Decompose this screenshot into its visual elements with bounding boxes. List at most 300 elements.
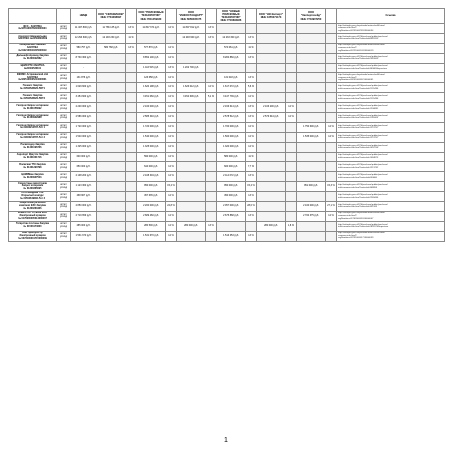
supplier-6-percent bbox=[326, 53, 337, 63]
supplier-3-price bbox=[177, 211, 206, 221]
supplier-1-price bbox=[97, 63, 126, 73]
table-row bbox=[9, 33, 445, 43]
supplier-6-price bbox=[297, 152, 326, 162]
supplier-6-price bbox=[297, 63, 326, 73]
nmck-cell: 2 719 659 руб. bbox=[71, 211, 97, 221]
supplier-3-percent bbox=[206, 113, 217, 123]
supplier-3-price bbox=[177, 122, 206, 132]
supplier-1-percent bbox=[126, 152, 137, 162]
nmck-cell: 11 467 800 руб. bbox=[71, 24, 97, 34]
supplier-2-price: 2 585 340 руб. bbox=[137, 113, 166, 123]
supplier-6-price: 951 000 руб. bbox=[297, 182, 326, 192]
column-header bbox=[246, 9, 257, 24]
link-cell[interactable]: http://zakupki.gov.ru/223/purchase/public/purchase/ info/common-info.html?noticeId=2131496 bbox=[337, 93, 445, 103]
buyer-name-cell: НИИ Приборостр. Электронный аукцион № 0373100001715000039 bbox=[9, 231, 57, 241]
supplier-3-price bbox=[177, 132, 206, 142]
table-body bbox=[9, 24, 445, 242]
supplier-2-price: 950 000 руб. bbox=[137, 182, 166, 192]
supplier-2-price: 644 000 руб. bbox=[137, 162, 166, 172]
supplier-5-percent bbox=[286, 231, 297, 241]
supplier-1-price bbox=[97, 93, 126, 103]
supplier-4-price: 1 516 353 руб. bbox=[217, 231, 246, 241]
supplier-6-price: 2 100 000 руб. bbox=[297, 202, 326, 212]
supplier-4-percent bbox=[246, 221, 257, 231]
column-header: ООО "ИНФОСТАНДАРТ" ИНН 6658435475 bbox=[177, 9, 206, 24]
nmck-cell: 285 000 руб. bbox=[71, 221, 97, 231]
supplier-1-percent bbox=[126, 162, 137, 172]
supplier-6-percent: 12 % bbox=[326, 132, 337, 142]
supplier-2-percent: 12 % bbox=[166, 103, 177, 113]
link-cell[interactable]: http://zakupki.gov.ru/223/purchase/public/purchase/ info/common-info.html?noticeId=360665&epz=true bbox=[337, 63, 445, 73]
supplier-1-percent bbox=[126, 53, 137, 63]
price-comparison-table bbox=[8, 8, 445, 242]
supplier-5-price bbox=[257, 132, 286, 142]
supplier-5-percent bbox=[286, 93, 297, 103]
table-row bbox=[9, 182, 445, 192]
table-row bbox=[9, 43, 445, 53]
supplier-5-price bbox=[257, 142, 286, 152]
nmck-cell: 3 454 660 руб. bbox=[71, 93, 97, 103]
supplier-3-percent bbox=[206, 53, 217, 63]
supplier-6-price bbox=[297, 192, 326, 202]
supplier-3-price bbox=[177, 231, 206, 241]
supplier-5-price bbox=[257, 93, 286, 103]
link-cell[interactable]: http://zakupki.gov.ru/223/purchase/public/purchase/ info/common-info.html?noticeId=1584873 bbox=[337, 152, 445, 162]
supplier-4-price: 1 700 000 руб. bbox=[217, 122, 246, 132]
supplier-5-percent bbox=[286, 24, 297, 34]
supplier-6-percent bbox=[326, 24, 337, 34]
link-cell[interactable]: http://zakupki.gov.ru/223/purchase/public/purchase/ info/common-info.html?noticeId=1274757 bbox=[337, 122, 445, 132]
supplier-5-price bbox=[257, 63, 286, 73]
supplier-2-percent: 12 % bbox=[166, 211, 177, 221]
supplier-6-percent bbox=[326, 162, 337, 172]
nmck-cell: 2 200 000 руб. bbox=[71, 103, 97, 113]
supplier-1-percent bbox=[126, 113, 137, 123]
supplier-2-price: 126 658 руб. bbox=[137, 73, 166, 83]
supplier-6-price: 1 750 600 руб. bbox=[297, 122, 326, 132]
supplier-4-percent: 13 % bbox=[246, 103, 257, 113]
supplier-4-price bbox=[217, 63, 246, 73]
supplier-3-percent bbox=[206, 202, 217, 212]
supplier-2-price: 1 531 670 руб. bbox=[137, 231, 166, 241]
supplier-4-percent: 11 % bbox=[246, 43, 257, 53]
supplier-6-price: 1 535 000 руб. bbox=[297, 132, 326, 142]
nmck-cell: 468 967 руб. bbox=[71, 192, 97, 202]
supplier-5-price: 2 576 644 руб. bbox=[257, 113, 286, 123]
supplier-3-percent: 12 % bbox=[206, 83, 217, 93]
procurement-comparison-document bbox=[8, 8, 444, 242]
nmck-cell: 2 850 000 руб. bbox=[71, 202, 97, 212]
supplier-2-price: 1 720 000 руб. bbox=[137, 122, 166, 132]
table-row bbox=[9, 162, 445, 172]
supplier-4-percent: 13 % bbox=[246, 231, 257, 241]
supplier-1-percent bbox=[126, 93, 137, 103]
supplier-4-price: 2 114 672 руб. bbox=[217, 172, 246, 182]
nmck-cell: 1 325 000 руб. bbox=[71, 142, 97, 152]
nmck-cell: 650 000 руб. bbox=[71, 162, 97, 172]
unit-cell: шт/м / усл/ед bbox=[57, 202, 71, 212]
unit-cell: шт/м / усл/ед bbox=[57, 93, 71, 103]
supplier-4-price: 1 617 072 руб. bbox=[217, 83, 246, 93]
column-header: ООО "ПОИСКОВЫЕ ТЕХНОЛОГИИ" ИНН 7841459030 bbox=[137, 9, 166, 24]
unit-cell: шт/м / усл/ед bbox=[57, 103, 71, 113]
supplier-5-price bbox=[257, 83, 286, 93]
supplier-1-percent bbox=[126, 63, 137, 73]
unit-cell: шт/м / усл/ед bbox=[57, 53, 71, 63]
buyer-name-cell: Аэропорт Иркутск Закупка № 31401601716 bbox=[9, 152, 57, 162]
supplier-3-percent bbox=[206, 192, 217, 202]
buyer-name-cell: Юго-западная ТЭК Открытый конкурс № 31502649082 Лот 3 bbox=[9, 192, 57, 202]
unit-cell: шт/м / усл/ед bbox=[57, 113, 71, 123]
supplier-5-percent bbox=[286, 83, 297, 93]
supplier-1-percent bbox=[126, 73, 137, 83]
buyer-name-cell: Скоростные магистрали Запрос котировок № 31300365095 bbox=[9, 182, 57, 192]
supplier-3-price bbox=[177, 152, 206, 162]
buyer-name-cell: ФСС - ЗАКУПКА №0373100078313000034 bbox=[9, 24, 57, 34]
supplier-3-price: 11 807 812 руб. bbox=[177, 24, 206, 34]
supplier-3-price bbox=[177, 113, 206, 123]
link-cell[interactable]: http://zakupki.gov.ru/223/purchase/public/purchase/ info/common-info.html?noticeId=2131496 bbox=[337, 83, 445, 93]
link-cell[interactable]: http://zakupki.gov.ru/223/purchase/public/purchase/ info/common-info.html?noticeId=1007256 bbox=[337, 142, 445, 152]
supplier-3-percent bbox=[206, 73, 217, 83]
buyer-name-cell: Комитет ИТ и связи ЕАО Электронный аукцион № 0176200005314000007 bbox=[9, 211, 57, 221]
supplier-1-price bbox=[97, 73, 126, 83]
supplier-6-price bbox=[297, 93, 326, 103]
link-cell[interactable]: http://zakupki.gov.ru/223/purchase/public/purchase/ info/common-info.html?noticeId=8981205 bbox=[337, 33, 445, 43]
supplier-1-price bbox=[97, 113, 126, 123]
supplier-2-percent: 13 % bbox=[166, 63, 177, 73]
supplier-5-price bbox=[257, 53, 286, 63]
supplier-6-percent: 12 % bbox=[326, 122, 337, 132]
supplier-2-percent: 12 % bbox=[166, 53, 177, 63]
supplier-4-price: 950 000 руб. bbox=[217, 182, 246, 192]
table-row bbox=[9, 93, 445, 103]
supplier-1-price bbox=[97, 152, 126, 162]
supplier-5-price bbox=[257, 231, 286, 241]
supplier-4-percent: 13 % bbox=[246, 53, 257, 63]
supplier-1-price bbox=[97, 202, 126, 212]
supplier-3-percent: 13 % bbox=[206, 33, 217, 43]
supplier-5-price bbox=[257, 202, 286, 212]
supplier-3-price bbox=[177, 172, 206, 182]
supplier-1-percent bbox=[126, 211, 137, 221]
supplier-6-price bbox=[297, 73, 326, 83]
table-row bbox=[9, 83, 445, 93]
table-row bbox=[9, 221, 445, 231]
nmck-cell: - bbox=[71, 63, 97, 73]
link-cell[interactable]: http://zakupki.gov.ru/epz/order/notice/ea44/view/ common-info.html? regNumber=0373100001715000039 bbox=[337, 231, 445, 241]
supplier-6-price bbox=[297, 24, 326, 34]
supplier-3-price: 1 202 700 руб. bbox=[177, 63, 206, 73]
supplier-6-percent bbox=[326, 192, 337, 202]
supplier-2-price: 1 116 515 руб. bbox=[137, 63, 166, 73]
link-cell[interactable]: http://zakupki.gov.ru/223/purchase/public/purchase/ info/common-info.html?noticeId=1274757 bbox=[337, 132, 445, 142]
supplier-2-price: 2 108 304 руб. bbox=[137, 172, 166, 182]
supplier-3-percent bbox=[206, 211, 217, 221]
supplier-5-price bbox=[257, 73, 286, 83]
supplier-3-price: 280 000 руб. bbox=[177, 221, 206, 231]
buyer-name-cell: Аэропорт Шереметьево ЗАКУПКА №31502801609 bbox=[9, 33, 57, 43]
supplier-4-percent: 13 % bbox=[246, 172, 257, 182]
supplier-3-price: 3 454 606 руб. bbox=[177, 93, 206, 103]
column-header bbox=[9, 9, 57, 24]
link-cell[interactable]: http://zakupki.gov.ru/epz/order/notice/ea44/view/ common-info.html? regNumber=0325100005214000061 bbox=[337, 73, 445, 83]
supplier-2-percent: 12 % bbox=[166, 132, 177, 142]
supplier-3-price bbox=[177, 192, 206, 202]
supplier-3-percent bbox=[206, 142, 217, 152]
table-row bbox=[9, 211, 445, 221]
supplier-2-percent: 22,8 % bbox=[166, 202, 177, 212]
supplier-6-percent: 15,3 % bbox=[326, 182, 337, 192]
supplier-4-percent: 13 % bbox=[246, 211, 257, 221]
link-cell[interactable]: http://zakupki.gov.ru/223/purchase/public/purchase/ info/common-info.html?noticeId=368859 bbox=[337, 182, 445, 192]
buyer-name-cell: Дальнефтепровод Закупка № 31300022682 bbox=[9, 53, 57, 63]
supplier-4-percent: 12 % bbox=[246, 142, 257, 152]
supplier-3-price bbox=[177, 202, 206, 212]
table-row bbox=[9, 152, 445, 162]
link-cell[interactable]: http://zakupki.gov.ru/223/purchase/public/purchase/ info/common-info.html?noticeId=650660 bbox=[337, 172, 445, 182]
buyer-name-cell: ЦНИИМаш Закупка № 31300907523 bbox=[9, 172, 57, 182]
supplier-4-percent: 13 % bbox=[246, 113, 257, 123]
supplier-6-price bbox=[297, 221, 326, 231]
supplier-5-percent bbox=[286, 202, 297, 212]
supplier-6-price bbox=[297, 43, 326, 53]
buyer-name-cell: Энергоэлектрический комплекс ЕЭС Закупка № 31300263436 bbox=[9, 202, 57, 212]
unit-cell: шт/м / усл/ед bbox=[57, 132, 71, 142]
link-cell[interactable]: http://zakupki.gov.ru/223/purchase/public/purchase/ info/common-info.html?noticeId=2269446 bbox=[337, 192, 445, 202]
supplier-3-percent bbox=[206, 43, 217, 53]
supplier-3-percent bbox=[206, 231, 217, 241]
table-row bbox=[9, 63, 445, 73]
supplier-2-percent: 12 % bbox=[166, 231, 177, 241]
supplier-5-price bbox=[257, 122, 286, 132]
supplier-4-percent: 12 % bbox=[246, 132, 257, 142]
supplier-4-percent: 7,7 % bbox=[246, 162, 257, 172]
supplier-6-price: 2 700 375 руб. bbox=[297, 211, 326, 221]
column-header: ООО "Экспертизейд" ИНН 7743907250 bbox=[297, 9, 326, 24]
supplier-4-price: 600 000 руб. bbox=[217, 162, 246, 172]
supplier-1-percent: 13 % bbox=[126, 24, 137, 34]
nmck-cell: 131 876 руб. bbox=[71, 73, 97, 83]
supplier-2-percent: 12 % bbox=[166, 43, 177, 53]
supplier-3-price bbox=[177, 103, 206, 113]
supplier-2-price: 280 500 руб. bbox=[137, 221, 166, 231]
column-header: НМЦК bbox=[71, 9, 97, 24]
supplier-5-percent bbox=[286, 142, 297, 152]
buyer-name-cell: ФКОМС Астраханской обл ЗАКУПКА №0325100005214000061 bbox=[9, 73, 57, 83]
nmck-cell: 1 629 660 руб. bbox=[71, 83, 97, 93]
supplier-6-price bbox=[297, 142, 326, 152]
table-header-row bbox=[9, 9, 445, 24]
nmck-cell: 1 720 000 руб. bbox=[71, 122, 97, 132]
supplier-5-price bbox=[257, 162, 286, 172]
supplier-5-percent bbox=[286, 182, 297, 192]
supplier-1-price bbox=[97, 142, 126, 152]
buyer-name-cell: Хабаровская таможня ЗАКУПКА №0122100010315000019 bbox=[9, 43, 57, 53]
unit-cell: шт/м / усл/ед bbox=[57, 221, 71, 231]
supplier-2-price: 1 325 000 руб. bbox=[137, 142, 166, 152]
buyer-name-cell: Газпром Запрос котировок № 31400902988 bbox=[9, 113, 57, 123]
supplier-4-percent: 11 % bbox=[246, 152, 257, 162]
supplier-4-price bbox=[217, 221, 246, 231]
nmck-cell: 1 540 000 руб. bbox=[71, 132, 97, 142]
buyer-name-cell: Газпром Запрос котировок № 31300212787 Лот 2 bbox=[9, 132, 57, 142]
supplier-2-percent: 12 % bbox=[166, 122, 177, 132]
supplier-1-price bbox=[97, 231, 126, 241]
supplier-3-price: 12 293 600 руб. bbox=[177, 33, 206, 43]
supplier-1-price bbox=[97, 53, 126, 63]
supplier-6-price bbox=[297, 162, 326, 172]
column-header: Ссылка bbox=[337, 9, 445, 24]
supplier-1-percent bbox=[126, 202, 137, 212]
supplier-2-percent: 12 % bbox=[166, 172, 177, 182]
supplier-3-price bbox=[177, 182, 206, 192]
unit-cell: шт/м / усл/ед bbox=[57, 182, 71, 192]
supplier-6-price bbox=[297, 103, 326, 113]
supplier-5-percent: 12 % bbox=[286, 103, 297, 113]
supplier-3-price: 1 626 012 руб. bbox=[177, 83, 206, 93]
supplier-5-percent: 1,8 % bbox=[286, 221, 297, 231]
supplier-1-price: 12 193 230 руб. bbox=[97, 33, 126, 43]
supplier-4-percent: 28,0 % bbox=[246, 202, 257, 212]
unit-cell: шт/м / усл/ед bbox=[57, 24, 71, 34]
supplier-4-price: 2 166 614 руб. bbox=[217, 103, 246, 113]
supplier-2-price: 8 852 100 руб. bbox=[137, 53, 166, 63]
column-header: ООО "НОВЫЕ ПОИСКОВЫЕ ТЕХНОЛОГИИ" ИНН 7716692926 bbox=[217, 9, 246, 24]
link-cell[interactable]: http://zakupki.gov.ru/223/purchase/public/purchase/ info/common-info.html?noticeId=1213732 bbox=[337, 162, 445, 172]
supplier-2-price: 457 635 руб. bbox=[137, 192, 166, 202]
supplier-6-percent bbox=[326, 63, 337, 73]
supplier-3-percent bbox=[206, 103, 217, 113]
supplier-1-percent bbox=[126, 122, 137, 132]
buyer-name-cell: Газпром Запрос котировок № 31401056092 bbox=[9, 103, 57, 113]
table-row bbox=[9, 192, 445, 202]
supplier-6-percent bbox=[326, 83, 337, 93]
supplier-4-price: 8 284 860 руб. bbox=[217, 53, 246, 63]
supplier-5-price: 2 106 200 руб. bbox=[257, 103, 286, 113]
supplier-6-percent bbox=[326, 93, 337, 103]
link-cell[interactable]: http://zakupki.gov.ru/epz/order/notice/ea44/view/ common-info.html? regNumber=0122100010315000019 bbox=[337, 43, 445, 53]
supplier-1-percent: 13 % bbox=[126, 43, 137, 53]
supplier-6-percent bbox=[326, 152, 337, 162]
supplier-2-price: 1 620 198 руб. bbox=[137, 83, 166, 93]
supplier-4-price: 580 000 руб. bbox=[217, 152, 246, 162]
supplier-6-percent bbox=[326, 103, 337, 113]
supplier-1-percent bbox=[126, 182, 137, 192]
column-header: ООО "НИ-Эксперт" ИНН 1655271173 bbox=[257, 9, 286, 24]
supplier-3-percent bbox=[206, 162, 217, 172]
supplier-2-percent bbox=[166, 33, 177, 43]
supplier-1-percent bbox=[126, 221, 137, 231]
supplier-6-price bbox=[297, 33, 326, 43]
supplier-2-percent: 12 % bbox=[166, 93, 177, 103]
supplier-5-percent bbox=[286, 73, 297, 83]
supplier-6-percent bbox=[326, 33, 337, 43]
unit-cell: шт/м / усл/ед bbox=[57, 122, 71, 132]
link-cell[interactable]: http://zakupki.gov.ru/223/purchase/public/purchase/ info/common-info.html?noticeId=331593 bbox=[337, 202, 445, 212]
supplier-2-percent: 12 % bbox=[166, 113, 177, 123]
supplier-4-percent: 12 % bbox=[246, 122, 257, 132]
column-header: ООО "СЕРАФИНОВ" ИНН 7734208397 bbox=[97, 9, 126, 24]
column-header bbox=[57, 9, 71, 24]
page-number: 1 bbox=[224, 437, 228, 444]
buyer-name-cell: Росавтодор Закупка № 31401096736 bbox=[9, 142, 57, 152]
supplier-3-percent bbox=[206, 122, 217, 132]
nmck-cell: 1 531 670 руб. bbox=[71, 231, 97, 241]
supplier-2-percent: 12 % bbox=[166, 83, 177, 93]
unit-cell: шт/м / усл/ед bbox=[57, 33, 71, 43]
supplier-1-price bbox=[97, 122, 126, 132]
buyer-name-cell: Татарстан почтовы Закупка № 31503174660 bbox=[9, 221, 57, 231]
supplier-6-price bbox=[297, 172, 326, 182]
supplier-3-price bbox=[177, 43, 206, 53]
table-row bbox=[9, 122, 445, 132]
column-header bbox=[166, 9, 177, 24]
supplier-1-price bbox=[97, 211, 126, 221]
supplier-1-percent bbox=[126, 231, 137, 241]
supplier-1-price: 580 768 руб. bbox=[97, 43, 126, 53]
supplier-1-price bbox=[97, 182, 126, 192]
supplier-5-price bbox=[257, 172, 286, 182]
supplier-2-price: 2 100 000 руб. bbox=[137, 103, 166, 113]
nmck-cell: 580 757 руб. bbox=[71, 43, 97, 53]
supplier-5-percent bbox=[286, 43, 297, 53]
link-cell[interactable]: http://zakupki.gov.ru/223/purchase/public/purchase/ info/common-info.html?noticeId=2828174&epz=true bbox=[337, 221, 445, 231]
supplier-6-percent bbox=[326, 73, 337, 83]
link-cell[interactable]: http://zakupki.gov.ru/223/purchase/public/purchase/ info/common-info.html?noticeId=1155063 bbox=[337, 113, 445, 123]
buyer-name-cell: Глонасс Закупка № 31502528026 ЛОТ1 bbox=[9, 83, 57, 93]
unit-cell: шт/м / усл/ед bbox=[57, 142, 71, 152]
supplier-6-percent: 27,1 % bbox=[326, 202, 337, 212]
supplier-3-price bbox=[177, 53, 206, 63]
supplier-3-percent bbox=[206, 132, 217, 142]
supplier-6-price bbox=[297, 113, 326, 123]
supplier-6-price bbox=[297, 83, 326, 93]
supplier-6-percent bbox=[326, 221, 337, 231]
link-cell[interactable]: http://zakupki.gov.ru/223/purchase/public/purchase/ info/common-info.html?noticeId=1200891 bbox=[337, 103, 445, 113]
supplier-3-percent bbox=[206, 182, 217, 192]
supplier-1-price bbox=[97, 132, 126, 142]
supplier-5-price bbox=[257, 24, 286, 34]
supplier-3-percent: 5,1 % bbox=[206, 93, 217, 103]
column-header bbox=[326, 9, 337, 24]
table-row bbox=[9, 103, 445, 113]
unit-cell: шт/м / усл/ед bbox=[57, 231, 71, 241]
column-header bbox=[206, 9, 217, 24]
link-cell[interactable]: http://zakupki.gov.ru/epz/order/notice/ea44/view/ common-info.html? regNumber=0176200005314000007 bbox=[337, 211, 445, 221]
supplier-4-price: 1 500 000 руб. bbox=[217, 132, 246, 142]
supplier-4-price: 1 320 000 руб. bbox=[217, 142, 246, 152]
supplier-1-price bbox=[97, 83, 126, 93]
supplier-1-percent bbox=[126, 83, 137, 93]
supplier-2-percent: 15,4 % bbox=[166, 182, 177, 192]
unit-cell: шт/м / усл/ед bbox=[57, 43, 71, 53]
link-cell[interactable]: http://zakupki.gov.ru/epz/order/notice/ea44/view/ common-info.html? regNumber=0373100078313000034 bbox=[337, 24, 445, 34]
unit-cell: шт/м / усл/ед bbox=[57, 192, 71, 202]
supplier-5-price bbox=[257, 43, 286, 53]
supplier-2-price: 1 540 000 руб. bbox=[137, 132, 166, 142]
supplier-5-percent bbox=[286, 122, 297, 132]
supplier-5-percent bbox=[286, 172, 297, 182]
link-cell[interactable]: http://zakupki.gov.ru/223/purchase/public/purchase/ info/common-info.html?noticeId=2561609 bbox=[337, 53, 445, 63]
supplier-4-percent bbox=[246, 24, 257, 34]
table-row bbox=[9, 172, 445, 182]
supplier-5-price bbox=[257, 152, 286, 162]
nmck-cell: 12 293 600 руб. bbox=[71, 33, 97, 43]
supplier-4-price: 2 057 000 руб. bbox=[217, 202, 246, 212]
supplier-6-percent bbox=[326, 172, 337, 182]
supplier-2-price bbox=[137, 33, 166, 43]
